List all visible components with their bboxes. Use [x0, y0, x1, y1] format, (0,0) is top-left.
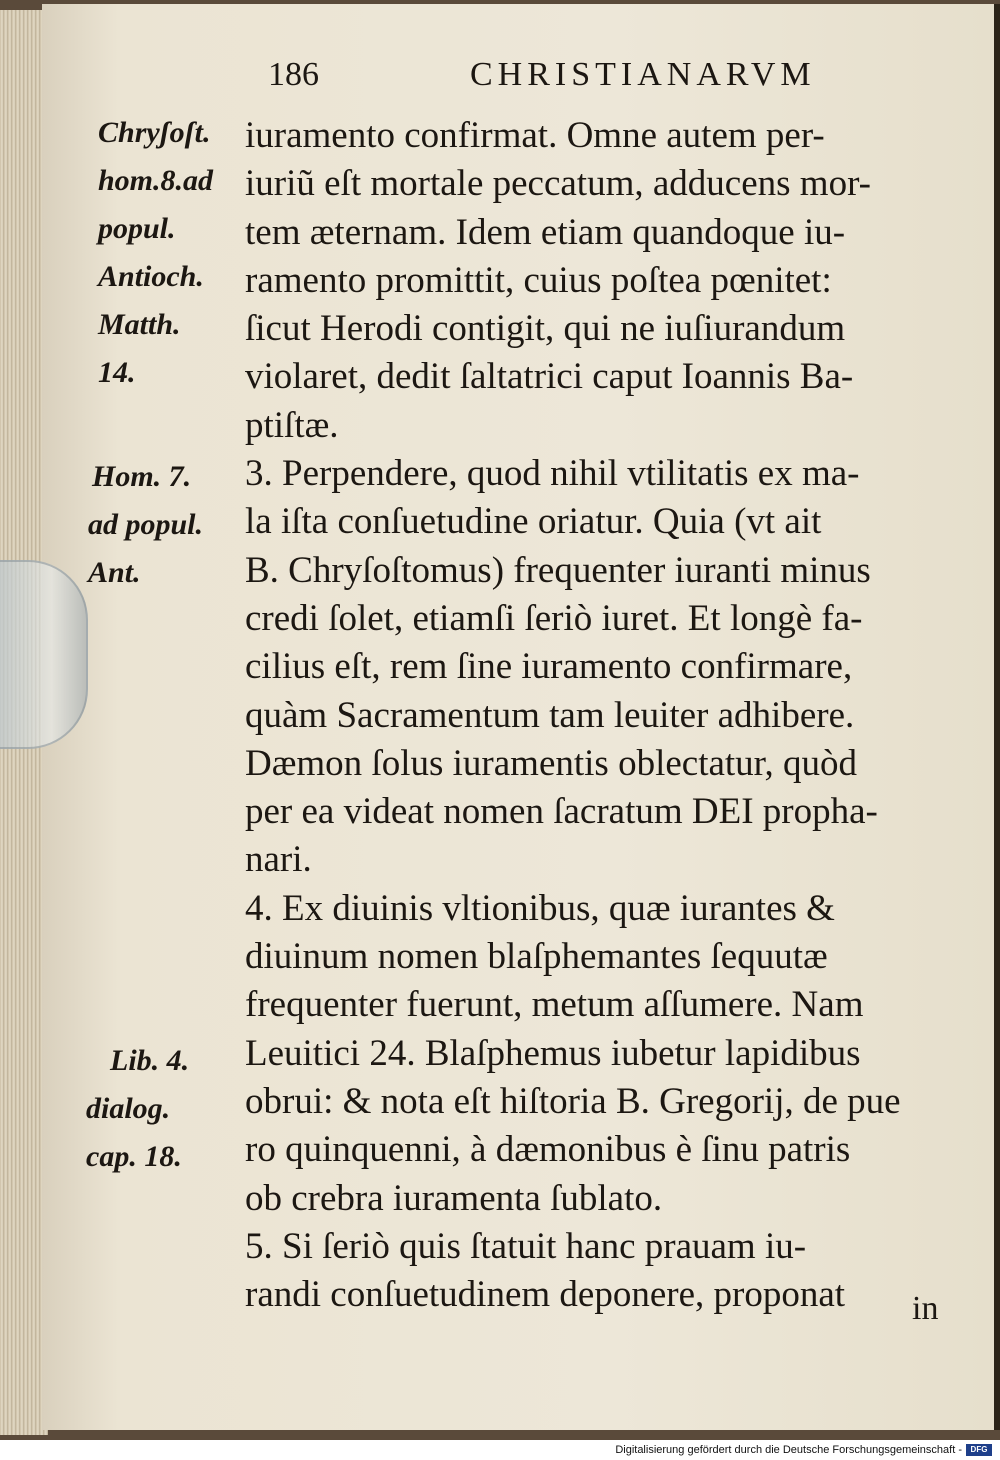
funding-note: Digitalisierung gefördert durch die Deutsche Forschungsgemeinschaft - [615, 1444, 962, 1456]
text-line: violaret, dedit ſaltatrici caput Ioannis Ba- [245, 356, 854, 398]
dfg-logo-icon: DFG [966, 1444, 992, 1456]
catchword: in [912, 1290, 939, 1327]
text-line: 3. Perpendere, quod nihil vtilitatis ex ma- [245, 453, 860, 495]
margin-note: dialog. [86, 1092, 171, 1125]
margin-note: Ant. [88, 556, 141, 589]
text-line: la iſta conſuetudine oriatur. Quia (vt ait [245, 501, 822, 543]
text-line: quàm Sacramentum tam leuiter adhibere. [245, 694, 855, 736]
text-line: nari. [245, 839, 312, 881]
margin-note: Matth. [98, 308, 181, 341]
text-line: per ea videat nomen ſacratum DEI propha- [245, 791, 878, 833]
margin-note: ad popul. [88, 508, 204, 541]
text-line: randi conſuetudinem deponere, proponat [245, 1274, 846, 1316]
footer [0, 1440, 1000, 1460]
text-line: ptiſtæ. [245, 404, 339, 446]
text-line: frequenter fuerunt, metum aſſumere. Nam [245, 984, 864, 1026]
margin-note: Lib. 4. [110, 1044, 190, 1077]
body-text [245, 112, 970, 1319]
text-line: iuriũ eſt mortale peccatum, adducens mor- [245, 163, 871, 205]
text-line: ramento promittit, cuius poſtea pœnitet: [245, 259, 832, 301]
text-line: 4. Ex diuinis vltionibus, quæ iurantes & [245, 887, 835, 929]
page-number: 186 [268, 56, 319, 93]
margin-note: 14. [98, 356, 136, 389]
text-line: ob crebra iuramenta ſublato. [245, 1177, 663, 1219]
text-line: B. Chryſoſtomus) frequenter iuranti minus [245, 549, 871, 591]
text-line: Leuitici 24. Blaſphemus iubetur lapidibus [245, 1032, 861, 1074]
text-line: iuramento confirmat. Omne autem per- [245, 115, 825, 156]
margin-note: Chryʃoſt. [98, 116, 211, 149]
text-line: Dæmon ſolus iuramentis oblectatur, quòd [245, 742, 858, 784]
text-line: cilius eſt, rem ſine iuramento confirmare, [245, 646, 853, 688]
margin-note: Hom. 7. [92, 460, 192, 493]
text-line: ro quinquenni, à dæmonibus è ſinu patris [245, 1129, 851, 1171]
page-clip [0, 560, 88, 749]
text-line: ſicut Herodi contigit, qui ne iuſiurandum [245, 308, 846, 350]
text-line: tem æternam. Idem etiam quandoque iu- [245, 211, 846, 253]
margin-note: cap. 18. [86, 1140, 182, 1173]
margin-note: Antioch. [98, 260, 204, 293]
text-line: credi ſolet, etiamſi ſeriò iuret. Et longè fa- [245, 597, 863, 639]
text-line: diuinum nomen blaſphemantes ſequutæ [245, 936, 828, 978]
margin-note: hom.8.ad [98, 164, 214, 197]
text-line: 5. Si ſeriò quis ſtatuit hanc prauam iu- [245, 1225, 807, 1267]
running-head [0, 56, 1000, 100]
text-line: obrui: & nota eſt hiſtoria B. Gregorij, de pue [245, 1080, 901, 1122]
margin-note: popul. [98, 212, 176, 245]
running-title: CHRISTIANARVM [470, 56, 816, 93]
